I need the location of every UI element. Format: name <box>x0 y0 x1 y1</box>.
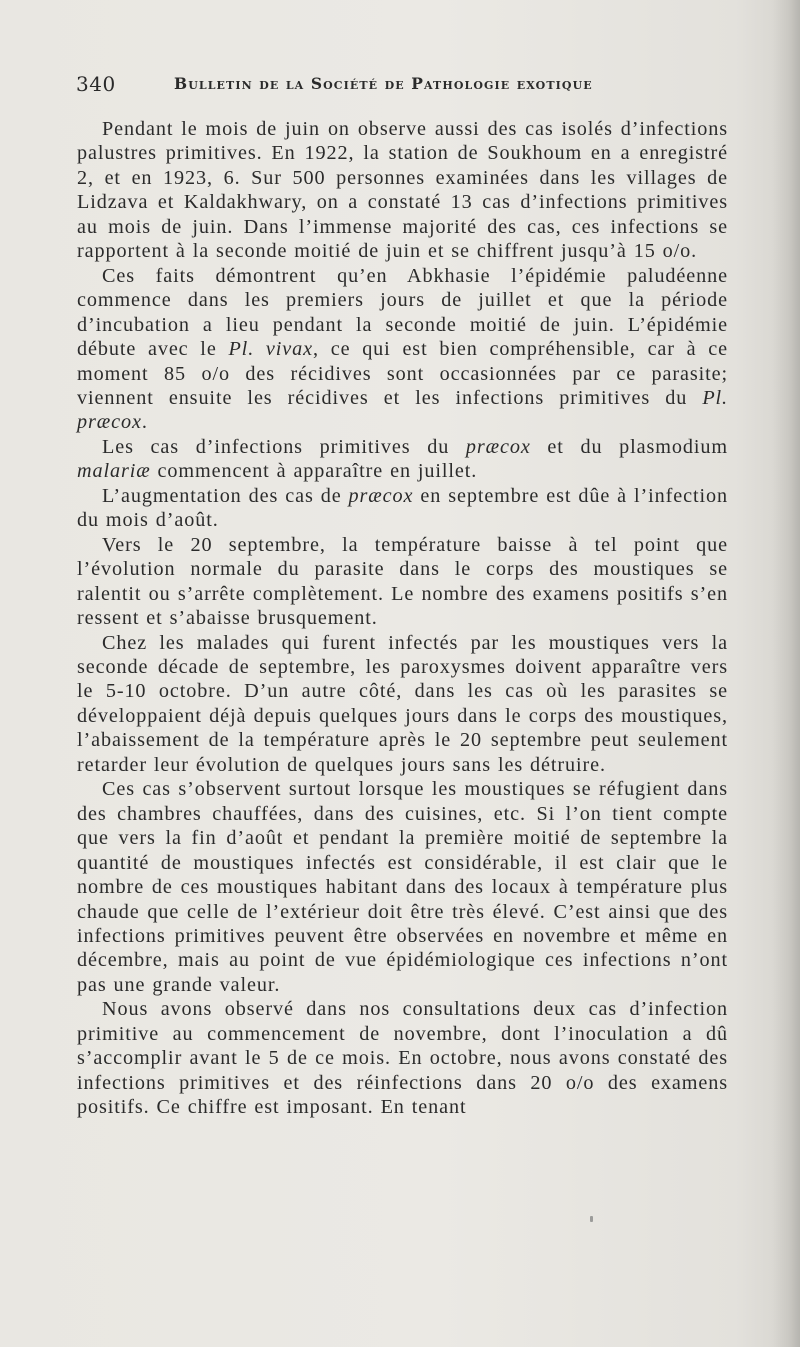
text-segment: Pendant le mois de juin on observe aussi des cas isolés d’infections palustres primitives. En 1922, la station de Soukhoum en a enregistré 2, et en 1923, 6. Sur 500 personnes examinées dans les villages de Lidzava et Kaldakhwary, on a constaté 13 cas d’infections primitives au mois de juin. Dans l’immense majorité des cas, ces infections se rapportent à la seconde moitié de juin et se chiffrent jusqu’à 15 o/o. <box>77 118 728 263</box>
text-segment: commencent à apparaître en juillet. <box>150 460 478 483</box>
text-segment: en septembre est dûe à l’infection du mois d’août. <box>77 484 728 532</box>
italic-term: præcox <box>465 435 531 458</box>
text-segment: et du plasmodium <box>530 435 728 458</box>
text-segment: , ce qui est bien compréhensible, car à ce moment 85 o/o des récidives sont occasionnées par ce parasite; viennent ensuite les récidives et les infections primitives du <box>77 338 729 409</box>
running-title: Bulletin de la Société de Pathologie exotique <box>174 74 593 93</box>
paragraph <box>77 997 728 1119</box>
text-segment: Nous avons observé dans nos consultations deux cas d’infection primitive au commencement de novembre, dont l’inoculation a dû s’accomplir avant le 5 de ce mois. En octobre, nous avons constaté des infections primitives et des réinfections dans 20 o/o des examens positifs. Ce chiffre est imposant. En tenant <box>77 998 728 1119</box>
text-segment: Ces faits démontrent qu’en Abkhasie l’épidémie paludéenne commence dans les premiers jours de juillet et que la période d’incubation a lieu pendant la seconde moitié de juin. L’épidémie débute avec le <box>77 264 728 361</box>
page-edge-shadow <box>772 0 800 1347</box>
text-segment: Chez les malades qui furent infectés par les moustiques vers la seconde décade de septembre, les paroxysmes doivent apparaître vers le 5-10 octobre. D’un autre côté, dans les cas où les parasites se développaient déjà depuis quelques jours dans le corps des moustiques, l’abaissement de la température après le 20 septembre peut seulement retarder leur évolution de quelques jours sans les détruire. <box>77 631 728 776</box>
italic-term: Pl. præcox <box>77 386 728 434</box>
italic-term: malariæ <box>77 460 151 483</box>
paragraph <box>77 117 728 264</box>
text-segment: Les cas d’infections primitives du <box>102 435 466 458</box>
italic-term: præcox <box>348 484 414 507</box>
paragraph <box>77 777 728 997</box>
body-text <box>77 117 728 1120</box>
text-segment: L’augmentation des cas de <box>102 484 349 507</box>
text-segment: . <box>141 411 148 434</box>
print-speck <box>590 1216 593 1222</box>
text-segment: Ces cas s’observent surtout lorsque les moustiques se réfugient dans des chambres chauffées, dans des cuisines, etc. Si l’on tient compte que vers la fin d’août et pendant la première moitié de septembre la quantité de moustiques infectés est considérable, il est clair que le nombre de ces moustiques habitant dans des locaux à température plus chaude que celle de l’extérieur doit être très élevé. C’est ainsi que des infections primitives peuvent être observées en novembre et même en décembre, mais au point de vue épidémiologique ces infections n’ont pas une grande valeur. <box>77 778 728 996</box>
page-header <box>76 72 728 104</box>
paragraph <box>77 435 728 484</box>
paragraph <box>77 533 728 631</box>
text-segment: Vers le 20 septembre, la température baisse à tel point que l’évolution normale du parasite dans le corps des moustiques se ralentit ou s’arrête complètement. Le nombre des examens positifs s’en ressent et s’abaisse brusquement. <box>77 533 728 630</box>
paragraph <box>77 631 728 778</box>
italic-term: Pl. vivax <box>228 338 313 361</box>
paragraph <box>77 484 728 533</box>
page-number: 340 <box>76 72 116 96</box>
paragraph <box>77 264 728 435</box>
